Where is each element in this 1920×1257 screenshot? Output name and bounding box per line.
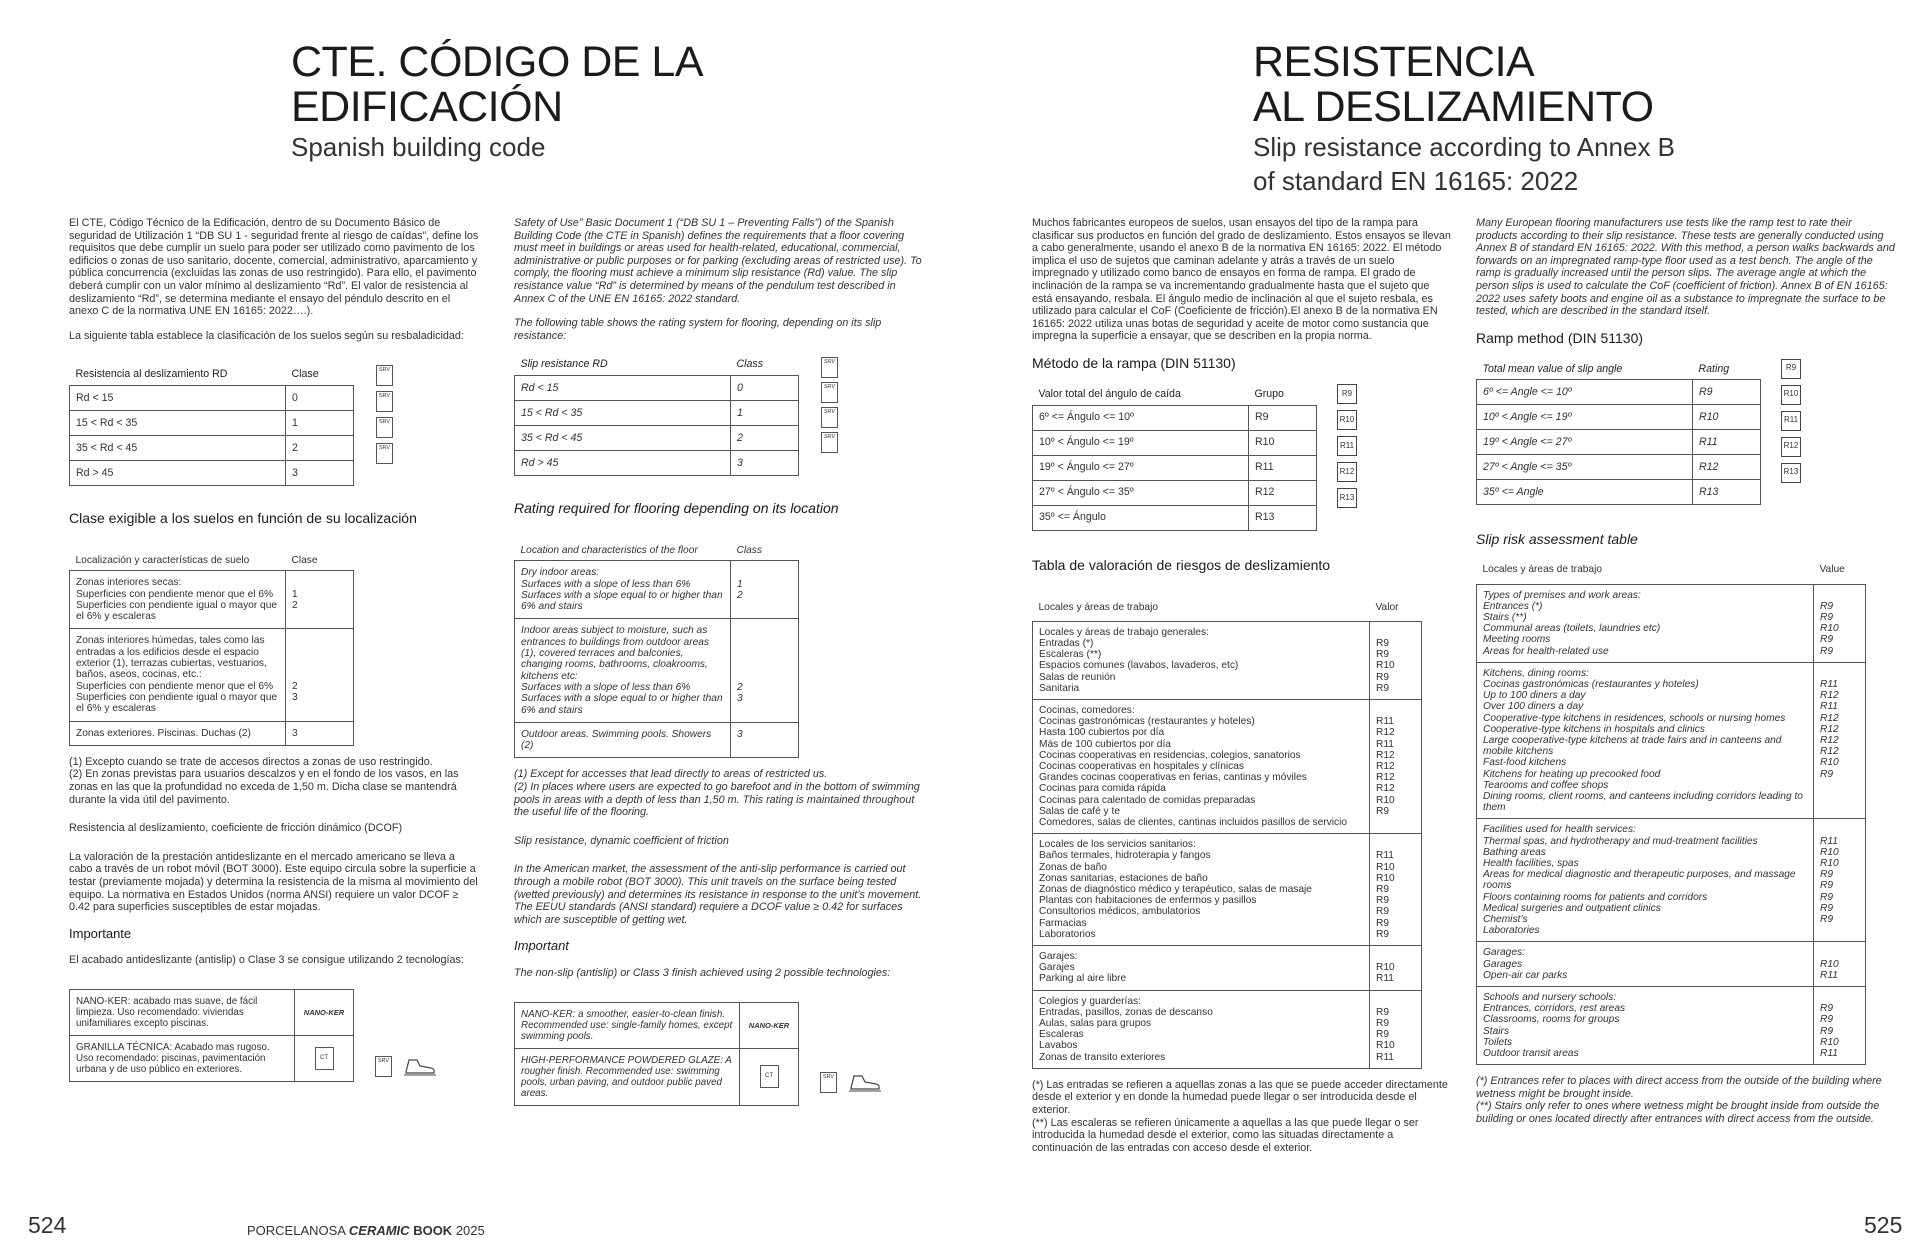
table-cell: R9 R9 R9 R10 R11 bbox=[1370, 990, 1422, 1068]
table-row bbox=[1477, 987, 1866, 1065]
table-header: Locales y áreas de trabajo bbox=[1482, 564, 1602, 576]
book-footer bbox=[247, 1223, 485, 1238]
srv-icon: SRV bbox=[820, 1072, 837, 1093]
important-heading-en: Important bbox=[514, 938, 569, 954]
ramp-table-en bbox=[1476, 357, 1761, 506]
table-row bbox=[1033, 621, 1422, 699]
table-cell: Facilities used for health services: Thermal spas, and hydrotherapy and mud-treatment facilities Bathing areas Health facilities, spas Areas for medical diagnostic and therapeutic purposes, and massage rooms Floors containing rooms for patients and corridors Medical surgeries and outpatient clinics Chemist’s Laboratories bbox=[1477, 819, 1814, 942]
table-cell: R11 bbox=[1693, 430, 1761, 455]
shoe-icon bbox=[403, 1056, 437, 1076]
table-cell: Cocinas, comedores: Cocinas gastronómicas (restaurantes y hoteles) Hasta 100 cubiertos por día Más de 100 cubiertos por día Cocinas cooperativas en residencias, colegios, sanatorios Cocinas cooperativas en hospitales y clínicas Grandes cocinas cooperativas en ferias, cantinas y móviles Cocinas para comida rápida Cocinas para calentado de comidas preparadas Salas de café y te Comedores, salas de clientes, cantinas incluidos pasillos de servicio bbox=[1033, 699, 1370, 833]
ct-icon: CT bbox=[315, 1047, 334, 1070]
table-cell: Rd > 45 bbox=[70, 460, 286, 485]
tech-granilla-es: GRANILLA TÉCNICA: Acabado mas rugoso. Uso recomendado: piscinas, pavimentación urbana y de uso público en exteriores. bbox=[70, 1035, 295, 1081]
table-cell: R11 R10 R10 R9 R9 R9 R9 R9 bbox=[1370, 834, 1422, 946]
table-cell: R11 R12 R11 R12 R12 R12 R12 R10 R9 bbox=[1814, 662, 1866, 819]
table-cell: R10 bbox=[1249, 430, 1317, 455]
table-cell: 15 < Rd < 35 bbox=[70, 410, 286, 435]
left-column-es bbox=[69, 217, 479, 1082]
notes-es: (1) Excepto cuando se trate de accesos directos a zonas de uso restringido. (2) En zonas previstas para usuarios descalzos y en el fondo de los vasos, en las zonas en las que la profundidad no exceda de 1,50 m. Dicha clase se mantendrá durante la vida útil del pavimento. bbox=[69, 755, 459, 806]
notes-en: (1) Except for accesses that lead directly to areas of restricted us. (2) In places where users are expected to go barefoot and in the bottom of swimming pools in areas with a depth of less than 1,50 m. This rating is maintained throughout the useful life of the flooring. bbox=[514, 768, 920, 819]
nanoker-logo: NANO-KER bbox=[295, 989, 354, 1035]
right-title bbox=[1253, 40, 1654, 130]
table-cell: R9 R9 R10 R9 R9 bbox=[1370, 621, 1422, 699]
rating-heading-en: Rating required for flooring depending on its location bbox=[514, 499, 839, 516]
ramp-intro-en: Many European flooring manufacturers use tests like the ramp test to rate their products according to their slip resistance. These tests are generally conducted using Annex B of standard EN 16165: 2022. With this method, a person walks backwards and forwards on an impregnated ramp-type floor used as a test bench. The angle of the ramp is gradually increased until the person slips. The average angle at which the person slips is used to calculate the CoF (coefficient of friction). Annex B of EN 16165: 2022 uses safety boots and engine oil as a substance to impregnate the surface to be tested, which are described in the standard itself. bbox=[1476, 217, 1895, 318]
r12-badge: R12 bbox=[1781, 437, 1801, 457]
table-header: Location and characteristics of the floor bbox=[515, 539, 731, 561]
table-cell: 2 3 bbox=[286, 629, 354, 721]
table-header: Class bbox=[731, 352, 799, 375]
srv-icon: SRV bbox=[821, 382, 838, 403]
srv-icon: SRV bbox=[376, 391, 393, 412]
table-cell: R9 R9 R10 R9 R9 bbox=[1814, 584, 1866, 662]
shoe-icon bbox=[848, 1072, 882, 1092]
cte-intro-en: Safety of Use” Basic Document 1 (“DB SU 1 – Preventing Falls”) of the Spanish Building Code (the CTE in Spanish) defines the requirements that a floor covering must meet in buildings or areas used for health-related, educational, commercial, administrative or public purposes or for parking (excluding areas of restricted use). To comply, the flooring must achieve a minimum slip resistance (Rd) value. The slip resistance value “Rd” is determined by means of the pendulum test described in Annex C of the UNE EN 16165: 2022 standard. bbox=[514, 217, 922, 305]
table-cell: 0 bbox=[286, 385, 354, 410]
clase-heading-es: Clase exigible a los suelos en función de su localización bbox=[69, 509, 417, 526]
table-cell: 2 bbox=[286, 435, 354, 460]
location-class-table-es bbox=[69, 549, 354, 746]
table-row bbox=[70, 460, 354, 485]
table-header: Grupo bbox=[1249, 382, 1317, 405]
table-cell: Kitchens, dining rooms: Cocinas gastronómicas (restaurantes y hoteles) Up to 100 diners a day Over 100 diners a day Cooperative-type kitchens in residences, schools or nursing homes Cooperative-type kitchens in hospitals and clinics Large cooperative-type kitchens at trade fairs and in canteens and mobile kitchens Fast-food kitchens Kitchens for heating up precooked food Tearooms and coffee shops Dining rooms, client rooms, and canteens including corridors leading to them bbox=[1477, 662, 1814, 819]
table-row bbox=[1477, 455, 1761, 480]
table-cell: 3 bbox=[286, 721, 354, 745]
table-cell: 35 < Rd < 45 bbox=[515, 425, 731, 450]
risk-notes-en: (*) Entrances refer to places with direct access from the outside of the building where wetness might be brought inside. (**) Stairs only refer to ones where wetness might be brought inside from outside the building or ones located directly after entrances with direct access from the outside. bbox=[1476, 1075, 1882, 1126]
dcof-text-es: La valoración de la prestación antideslizante en el mercado americano se lleva a cabo a través de un robot móvil (BOT 3000). Este equipo circula sobre la superficie a testar (previamente mojada) y determina la resistencia de la misma al movimiento del equipo. La normativa en Estados Unidos (norma ANSI) requiere un valor DCOF ≥ 0.42 para superficies susceptibles de estar mojadas. bbox=[69, 850, 478, 914]
table-cell: R9 bbox=[1693, 380, 1761, 405]
table-header: Valor total del ángulo de caída bbox=[1033, 382, 1249, 405]
table-cell: R10 R11 bbox=[1814, 942, 1866, 987]
table-row bbox=[1477, 430, 1761, 455]
table-cell: Locales de los servicios sanitarios: Baños termales, hidroterapia y fangos Zonas de baño Zonas sanitarias, estaciones de baño Zonas de diagnóstico médico y terapéutico, salas de masaje Plantas con habitaciones de enfermos y pasillos Consultorios médicos, ambulatorios Farmacias Laboratorios bbox=[1033, 834, 1370, 946]
table-row bbox=[1033, 946, 1422, 991]
risk-heading-es: Tabla de valoración de riesgos de deslizamiento bbox=[1032, 556, 1331, 573]
right-subtitle bbox=[1253, 130, 1675, 198]
table-cell: Garages: Garages Open-air car parks bbox=[1477, 942, 1814, 987]
right-subtitle-line2: of standard EN 16165: 2022 bbox=[1253, 166, 1579, 196]
tech-table-en bbox=[514, 1002, 799, 1106]
table-header: Clase bbox=[286, 362, 354, 385]
table-row bbox=[1033, 505, 1317, 530]
right-title-line2: AL DESLIZAMIENTO bbox=[1253, 83, 1654, 131]
table-cell: 1 2 bbox=[286, 571, 354, 629]
srv-icon: SRV bbox=[821, 407, 838, 428]
table-cell: 10º < Ángulo <= 19º bbox=[1033, 430, 1249, 455]
r11-badge: R11 bbox=[1781, 411, 1801, 431]
table-cell: Rd < 15 bbox=[515, 375, 731, 400]
table-row bbox=[70, 435, 354, 460]
r10-badge: R10 bbox=[1781, 385, 1801, 405]
page-number-right: 525 bbox=[1864, 1212, 1903, 1238]
table-row bbox=[1033, 405, 1317, 430]
table-cell: R9 R9 R9 R10 R11 bbox=[1814, 987, 1866, 1065]
book-name: BOOK bbox=[413, 1223, 453, 1238]
table-header: Class bbox=[731, 539, 799, 561]
table-cell: 35º <= Ángulo bbox=[1033, 505, 1249, 530]
left-title bbox=[291, 40, 703, 130]
table-cell: 2 bbox=[731, 425, 799, 450]
table-row bbox=[70, 410, 354, 435]
table-row bbox=[515, 450, 799, 475]
r10-badge: R10 bbox=[1337, 410, 1357, 430]
location-class-table-en bbox=[514, 539, 799, 758]
table-cell: 1 2 bbox=[731, 561, 799, 619]
table-header: Clase bbox=[286, 549, 354, 571]
table-cell: R12 bbox=[1693, 455, 1761, 480]
table-cell: R11 bbox=[1249, 455, 1317, 480]
r12-badge: R12 bbox=[1337, 462, 1357, 482]
srv-icon: SRV bbox=[376, 417, 393, 438]
table-cell: R9 bbox=[1249, 405, 1317, 430]
dcof-text-en: In the American market, the assessment of the anti-slip performance is carried out through a mobile robot (BOT 3000). This unit travels on the surface being tested (wetted previously) and determines its resistance in response to the unit’s movement. The EEUU standards (ANSI standard) requiere a DCOF value ≥ 0.42 for surfaces which are susceptible of getting wet. bbox=[514, 863, 922, 926]
table-row bbox=[1477, 480, 1761, 505]
table-row bbox=[70, 571, 354, 629]
tech-table-es bbox=[69, 989, 354, 1082]
table-row bbox=[515, 400, 799, 425]
table-cell: Schools and nursery schools: Entrances, corridors, rest areas Classrooms, rooms for groups Stairs Toilets Outdoor transit areas bbox=[1477, 987, 1814, 1065]
left-column-en bbox=[514, 217, 924, 1106]
dcof-title-en: Slip resistance, dynamic coefficient of friction bbox=[514, 834, 729, 847]
table-row bbox=[70, 629, 354, 721]
table-cell: 3 bbox=[731, 450, 799, 475]
table-cell: 2 3 bbox=[731, 619, 799, 722]
page-number-left: 524 bbox=[28, 1212, 67, 1238]
table-row bbox=[1477, 662, 1866, 819]
r13-badge: R13 bbox=[1337, 488, 1357, 508]
srv-icon: SRV bbox=[376, 443, 393, 464]
ct-cell bbox=[740, 1048, 799, 1105]
book-name-italic: CERAMIC bbox=[348, 1223, 410, 1238]
table-row bbox=[515, 561, 799, 619]
table-cell: 6º <= Angle <= 10º bbox=[1477, 380, 1693, 405]
table-row bbox=[70, 385, 354, 410]
table-row bbox=[1033, 455, 1317, 480]
table-header: Slip resistance RD bbox=[515, 352, 731, 375]
table-row bbox=[515, 425, 799, 450]
important-text-en: The non-slip (antislip) or Class 3 finish achieved using 2 possible technologies: bbox=[514, 966, 891, 979]
table-cell: R13 bbox=[1249, 505, 1317, 530]
table-cell: 27º < Ángulo <= 35º bbox=[1033, 480, 1249, 505]
tech-glaze-en: HIGH-PERFORMANCE POWDERED GLAZE: A rougher finish. Recommended use: swimming pools, urban paving, and outdoor public paved areas. bbox=[515, 1048, 740, 1105]
ct-icon: CT bbox=[760, 1065, 779, 1088]
table-cell: Rd < 15 bbox=[70, 385, 286, 410]
risk-heading-en: Slip risk assessment table bbox=[1476, 531, 1638, 548]
table-header: Value bbox=[1819, 564, 1845, 576]
rd-class-table-es bbox=[69, 362, 354, 486]
table-cell: Zonas interiores secas: Superficies con pendiente menor que el 6% Superficies con pendiente igual o mayor que el 6% y escaleras bbox=[70, 571, 286, 629]
ramp-heading-en: Ramp method (DIN 51130) bbox=[1476, 329, 1644, 346]
table-row bbox=[1033, 480, 1317, 505]
table-header: Resistencia al deslizamiento RD bbox=[70, 362, 286, 385]
table-row bbox=[1033, 834, 1422, 946]
table-cell: Types of premises and work areas: Entrances (*) Stairs (**) Communal areas (toilets, laundries etc) Meeting rooms Areas for health-related use bbox=[1477, 584, 1814, 662]
table-row bbox=[1033, 990, 1422, 1068]
table-row bbox=[515, 375, 799, 400]
ct-cell bbox=[295, 1035, 354, 1081]
rd-class-table-en bbox=[514, 352, 799, 476]
book-year: 2025 bbox=[455, 1223, 485, 1238]
table-row bbox=[1477, 942, 1866, 987]
table-cell: 27º < Angle <= 35º bbox=[1477, 455, 1693, 480]
table-header: Rating bbox=[1693, 357, 1761, 380]
ramp-heading-es: Método de la rampa (DIN 51130) bbox=[1032, 354, 1236, 371]
ramp-table-es bbox=[1032, 382, 1317, 531]
table-header: Total mean value of slip angle bbox=[1477, 357, 1693, 380]
table-cell: Zonas interiores húmedas, tales como las entradas a los edificios desde el espacio exterior (1), terrazas cubiertas, vestuarios, baños, aseos, cocinas, etc.: Superficies con pendiente menor que el 6% Superficies con pendiente igual o mayor que el 6% y escaleras bbox=[70, 629, 286, 721]
tech-nanoker-es: NANO-KER: acabado mas suave, de fácil limpieza. Uso recomendado: viviendas unifamiliares excepto piscinas. bbox=[70, 989, 295, 1035]
risk-table-en bbox=[1476, 560, 1866, 1065]
important-text-es: El acabado antideslizante (antislip) o Clase 3 se consigue utilizando 2 tecnologías: bbox=[69, 954, 464, 967]
dcof-title-es: Resistencia al deslizamiento, coeficiente de fricción dinámico (DCOF) bbox=[69, 822, 403, 835]
table-row bbox=[70, 721, 354, 745]
table-cell: 19º < Angle <= 27º bbox=[1477, 430, 1693, 455]
table-cell: Garajes: Garajes Parking al aire libre bbox=[1033, 946, 1370, 991]
table-cell: R13 bbox=[1693, 480, 1761, 505]
table-cell: Locales y áreas de trabajo generales: Entradas (*) Escaleras (**) Espacios comunes (lavabos, lavaderos, etc) Salas de reunión Sanitaria bbox=[1033, 621, 1370, 699]
table-row bbox=[515, 1002, 799, 1048]
tech-nanoker-en: NANO-KER: a smoother, easier-to-clean finish. Recommended use: single-family homes, except swimming pools. bbox=[515, 1002, 740, 1048]
srv-icon: SRV bbox=[821, 357, 838, 378]
table-header: Locales y áreas de trabajo bbox=[1038, 601, 1158, 613]
table-row bbox=[1477, 405, 1761, 430]
table-row bbox=[515, 722, 799, 758]
srv-icon: SRV bbox=[376, 365, 393, 386]
table-cell: 35º <= Angle bbox=[1477, 480, 1693, 505]
table-cell: 6º <= Ángulo <= 10º bbox=[1033, 405, 1249, 430]
table-intro-en: The following table shows the rating system for flooring, depending on its slip resistance: bbox=[514, 317, 882, 342]
nanoker-logo: NANO-KER bbox=[740, 1002, 799, 1048]
right-subtitle-line1: Slip resistance according to Annex B bbox=[1253, 132, 1676, 162]
table-cell: 3 bbox=[731, 722, 799, 758]
table-cell: 35 < Rd < 45 bbox=[70, 435, 286, 460]
table-cell: 19º < Ángulo <= 27º bbox=[1033, 455, 1249, 480]
table-cell: 1 bbox=[731, 400, 799, 425]
table-row bbox=[1477, 380, 1761, 405]
table-cell: 1 bbox=[286, 410, 354, 435]
table-cell: Colegios y guarderías: Entradas, pasillos, zonas de descanso Aulas, salas para grupos Escaleras Lavabos Zonas de transito exteriores bbox=[1033, 990, 1370, 1068]
table-header: Localización y características de suelo bbox=[70, 549, 286, 571]
left-title-line2: EDIFICACIÓN bbox=[291, 83, 563, 131]
ramp-intro-es: Muchos fabricantes europeos de suelos, usan ensayos del tipo de la rampa para clasificar sus productos en función del grado de deslizamiento. Estos ensayos se llevan a cabo generalmente, usando el anexo B de la normativa EN 16165: 2022. El método implica el uso de sujetos que caminan adelante y atrás a través de un suelo impregnado y utilizado como banco de ensayos en forma de rampa. El grado de inclinación de la rampa se va incrementando gradualmente hasta que el sujeto que está ensayando, resbala. El ángulo medio de inclinación al que el sujeto resbala, es utilizado para calcular el CoF (Coeficiente de fricción).El anexo B de la normativa EN 16165: 2022 utiliza unas botas de seguridad y aceite de motor como sustancia que impregna la superficie a ensayar, que se describen en la propia norma. bbox=[1032, 217, 1451, 343]
table-row bbox=[1477, 819, 1866, 942]
r11-badge: R11 bbox=[1337, 436, 1357, 456]
table-cell: 0 bbox=[731, 375, 799, 400]
table-cell: R12 bbox=[1249, 480, 1317, 505]
table-row bbox=[1033, 430, 1317, 455]
table-row bbox=[70, 989, 354, 1035]
table-cell: 10º < Angle <= 19º bbox=[1477, 405, 1693, 430]
table-row bbox=[515, 619, 799, 722]
table-row bbox=[70, 1035, 354, 1081]
r13-badge: R13 bbox=[1781, 463, 1801, 483]
table-cell: Outdoor areas. Swimming pools. Showers (2) bbox=[515, 722, 731, 758]
right-column-en bbox=[1476, 217, 1896, 1138]
brand-name: PORCELANOSA bbox=[247, 1223, 346, 1238]
table-cell: R10 bbox=[1693, 405, 1761, 430]
table-cell: Dry indoor areas: Surfaces with a slope of less than 6% Surfaces with a slope equal to or higher than 6% and stairs bbox=[515, 561, 731, 619]
table-cell: R10 R11 bbox=[1370, 946, 1422, 991]
table-row bbox=[1477, 584, 1866, 662]
risk-table-es bbox=[1032, 598, 1422, 1069]
r9-badge: R9 bbox=[1781, 359, 1801, 379]
important-heading-es: Importante bbox=[69, 925, 132, 941]
cte-intro-es: El CTE, Código Técnico de la Edificación, dentro de su Documento Básico de seguridad de Utilización 1 “DB SU 1 - seguridad frente al riesgo de caídas”, define los requisitos que debe cumplir un suelo para poder ser utilizado como pavimento de los edificios o zonas de uso sanitario, docente, comercial, administrativo, aparcamiento y pública concurrencia (excluidas las zonas de uso restringido). Para ello, el pavimento deberá cumplir con un valor mínimo al deslizamiento “Rd”. El valor de resistencia al deslizamiento “Rd”, se determina mediante el ensayo del péndulo descrito en el anexo C de la normativa UNE EN 16165: 2022….). bbox=[69, 217, 479, 318]
risk-notes-es: (*) Las entradas se refieren a aquellas zonas a las que se puede acceder directamente desde el exterior y en donde la humedad puede llegar o ser introducida desde el exterior. (**) Las escaleras se refieren únicamente a aquellas a las que puede llegar o ser introducida la humedad desde el exterior, como las situadas directamente a continuación de las entradas con acceso desde el exterior. bbox=[1032, 1078, 1448, 1154]
table-intro-es: La siguiente tabla establece la clasificación de los suelos según su resbaladicidad: bbox=[69, 329, 464, 342]
left-subtitle: Spanish building code bbox=[291, 132, 546, 162]
table-row bbox=[515, 1048, 799, 1105]
right-title-line1: RESISTENCIA bbox=[1253, 38, 1535, 86]
table-header: Valor bbox=[1375, 601, 1399, 613]
table-cell: R11 R12 R11 R12 R12 R12 R12 R10 R9 bbox=[1370, 699, 1422, 833]
table-cell: R11 R10 R10 R9 R9 R9 R9 R9 bbox=[1814, 819, 1866, 942]
table-cell: Rd > 45 bbox=[515, 450, 731, 475]
table-cell: 3 bbox=[286, 460, 354, 485]
table-cell: Indoor areas subject to moisture, such as entrances to buildings from outdoor areas (1), covered terraces and balconies, changing rooms, bathrooms, cloakrooms, kitchens etc: Surfaces with a slope of less than 6% Surfaces with a slope equal to or higher than 6% and stairs bbox=[515, 619, 731, 722]
srv-icon: SRV bbox=[821, 432, 838, 453]
left-title-line1: CTE. CÓDIGO DE LA bbox=[291, 38, 704, 86]
table-cell: Zonas exteriores. Piscinas. Duchas (2) bbox=[70, 721, 286, 745]
r9-badge: R9 bbox=[1337, 384, 1357, 404]
table-row bbox=[1033, 699, 1422, 833]
table-cell: 15 < Rd < 35 bbox=[515, 400, 731, 425]
right-column-es bbox=[1032, 217, 1452, 1166]
srv-icon: SRV bbox=[375, 1056, 392, 1077]
